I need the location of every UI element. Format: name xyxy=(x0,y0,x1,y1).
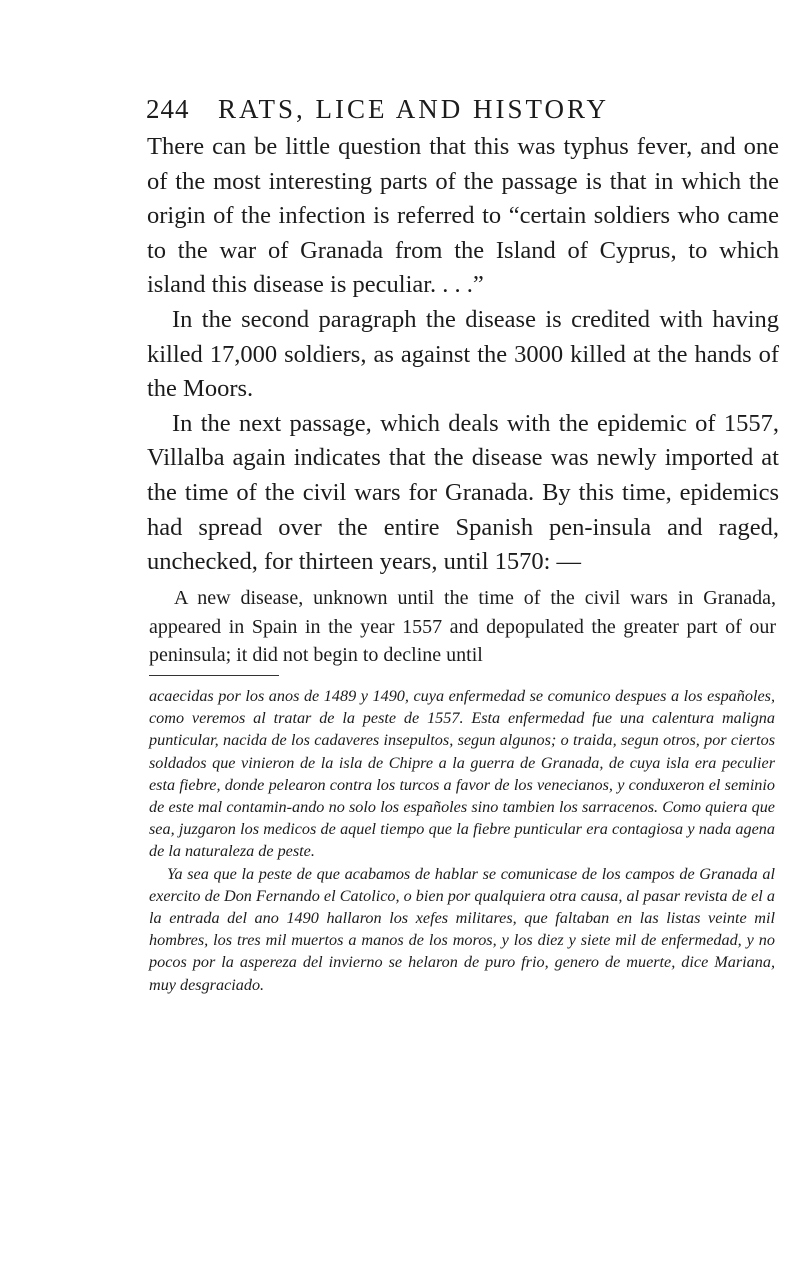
footnote-paragraph: acaecidas por los anos de 1489 y 1490, cuya enfermedad se comunico despues a los españoles, como veremos al tratar de la peste de 1557. Esta enfermedad fue una calentura maligna punticular, nacida de los cadaveres insepultos, segun algunos; o traida, segun otros, por ciertos soldados que vinieron de la isla de Chipre a la guerra de Granada, de cuya isla era peculier esta fiebre, donde pelearon contra los turcos a favor de los venecianos, y conduxeron el seminio de este mal contamin-ando no solo los españoles sino tambien los sarracenos. Como quiera que sea, juzgaron los medicos de aquel tiempo que la fiebre punticular era contagiosa y nada agena de la naturaleza de peste. xyxy=(149,687,775,861)
footnote-paragraph: Ya sea que la peste de que acabamos de hablar se comunicase de los campos de Granada al exercito de Don Fernando el Catolico, o bien por qualquiera otra causa, al pasar revista de el a la entrada del ano 1490 hallaron los xefes militares, que faltaban en las listas veinte mil hombres, los tres mil muertos a manos de los moros, y los diez y siete mil de enfermedad, y no pocos por la aspereza del invierno se helaron de puro frio, genero de muerte, dice Mariana, muy desgraciado. xyxy=(149,864,775,994)
running-header xyxy=(146,94,609,125)
page-number: 244 xyxy=(146,94,190,124)
footnote xyxy=(149,685,775,996)
body-paragraph: There can be little question that this was typhus fever, and one of the most interesting parts of the passage is that in which the origin of the infection is referred to “certain soldiers who came to the war of Granada from the Island of Cyprus, to which island this disease is peculiar. . . .” xyxy=(147,133,779,299)
body-paragraph: In the next passage, which deals with the epidemic of 1557, Villalba again indicates that the disease was newly imported at the time of the civil wars for Granada. By this time, epidemics had spread over the entire Spanish pen-insula and raged, unchecked, for thirteen years, until 1570: — xyxy=(147,409,779,576)
body-text xyxy=(147,130,779,580)
running-title: RATS, LICE AND HISTORY xyxy=(218,94,610,124)
block-quote xyxy=(149,584,776,670)
footnote-divider xyxy=(149,675,279,676)
body-paragraph: In the second paragraph the disease is credited with having killed 17,000 soldiers, as against the 3000 killed at the hands of the Moors. xyxy=(147,305,779,403)
quote-paragraph: A new disease, unknown until the time of the civil wars in Granada, appeared in Spain in the year 1557 and depopulated the greater part of our peninsula; it did not begin to decline until xyxy=(149,587,776,666)
